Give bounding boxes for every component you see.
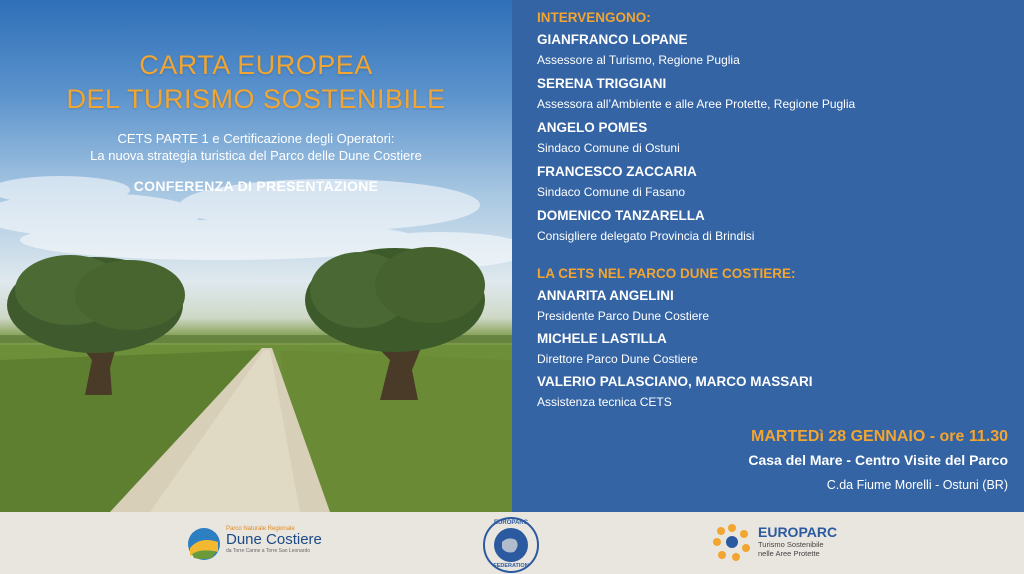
subtitle-line2: La nuova strategia turistica del Parco delle Dune Costiere — [90, 148, 422, 163]
federation-top-text: EUROPARC — [494, 520, 528, 526]
title-block — [0, 48, 512, 194]
speaker-name: MICHELE LASTILLA — [537, 331, 667, 346]
speaker-name: FRANCESCO ZACCARIA — [537, 164, 697, 179]
speaker-role: Assistenza tecnica CETS — [537, 395, 672, 409]
section-heading-intervengono: INTERVENGONO: — [537, 10, 651, 25]
speaker-item — [537, 32, 740, 68]
europarc-turismo-logo — [712, 522, 872, 566]
europarc-federation-logo — [482, 516, 540, 574]
subtitle-line1: CETS PARTE 1 e Certificazione degli Operatori: — [117, 131, 395, 146]
speaker-role: Presidente Parco Dune Costiere — [537, 309, 710, 323]
main-title-line1: CARTA EUROPEA — [139, 50, 373, 80]
speaker-item — [537, 120, 680, 156]
europarc-stars-icon — [712, 522, 752, 562]
dune-big-text: Dune Costiere — [226, 531, 322, 548]
speaker-item — [537, 331, 698, 367]
dune-costiere-logo — [186, 526, 346, 566]
speaker-name: ANNARITA ANGELINI — [537, 288, 674, 303]
speaker-item — [537, 76, 855, 112]
speaker-role: Assessore al Turismo, Regione Puglia — [537, 53, 740, 67]
speaker-name: GIANFRANCO LOPANE — [537, 32, 688, 47]
section-heading-cets: LA CETS NEL PARCO DUNE COSTIERE: — [537, 266, 796, 281]
footer-logos — [0, 512, 1024, 574]
europarc-sub1: Turismo Sostenibile — [758, 540, 824, 549]
conference-label: CONFERENZA DI PRESENTAZIONE — [133, 178, 379, 194]
speakers-panel — [512, 0, 1024, 512]
speaker-role: Sindaco Comune di Ostuni — [537, 141, 680, 155]
speaker-name: SERENA TRIGGIANI — [537, 76, 667, 91]
speaker-item — [537, 374, 813, 410]
speaker-name: VALERIO PALASCIANO, MARCO MASSARI — [537, 374, 813, 389]
speaker-item — [537, 208, 754, 244]
europarc-sub2: nelle Aree Protette — [758, 549, 820, 558]
event-place: Casa del Mare - Centro Visite del Parco — [748, 452, 1008, 468]
speaker-item — [537, 288, 709, 324]
speaker-role: Sindaco Comune di Fasano — [537, 185, 686, 199]
dune-costiere-emblem-icon — [186, 526, 222, 562]
speaker-role: Consigliere delegato Provincia di Brindisi — [537, 229, 755, 243]
landscape-panel — [0, 0, 512, 512]
speaker-item — [537, 164, 697, 200]
main-title-line2: DEL TURISMO SOSTENIBILE — [66, 84, 446, 114]
speaker-role: Assessora all’Ambiente e alle Aree Protette, Regione Puglia — [537, 97, 856, 111]
europarc-name: EUROPARC — [758, 524, 838, 540]
dune-tagline: da Torre Canne a Torre San Leonardo — [226, 548, 311, 554]
event-date: MARTEDì 28 GENNAIO - ore 11.30 — [751, 428, 1008, 445]
speaker-name: DOMENICO TANZARELLA — [537, 208, 705, 223]
speaker-name: ANGELO POMES — [537, 120, 648, 135]
speaker-role: Direttore Parco Dune Costiere — [537, 352, 698, 366]
event-info — [748, 428, 1008, 492]
federation-bottom-text: FEDERATION — [493, 563, 529, 569]
dune-small-text: Parco Naturale Regionale — [226, 526, 295, 532]
event-address: C.da Fiume Morelli - Ostuni (BR) — [826, 478, 1008, 492]
